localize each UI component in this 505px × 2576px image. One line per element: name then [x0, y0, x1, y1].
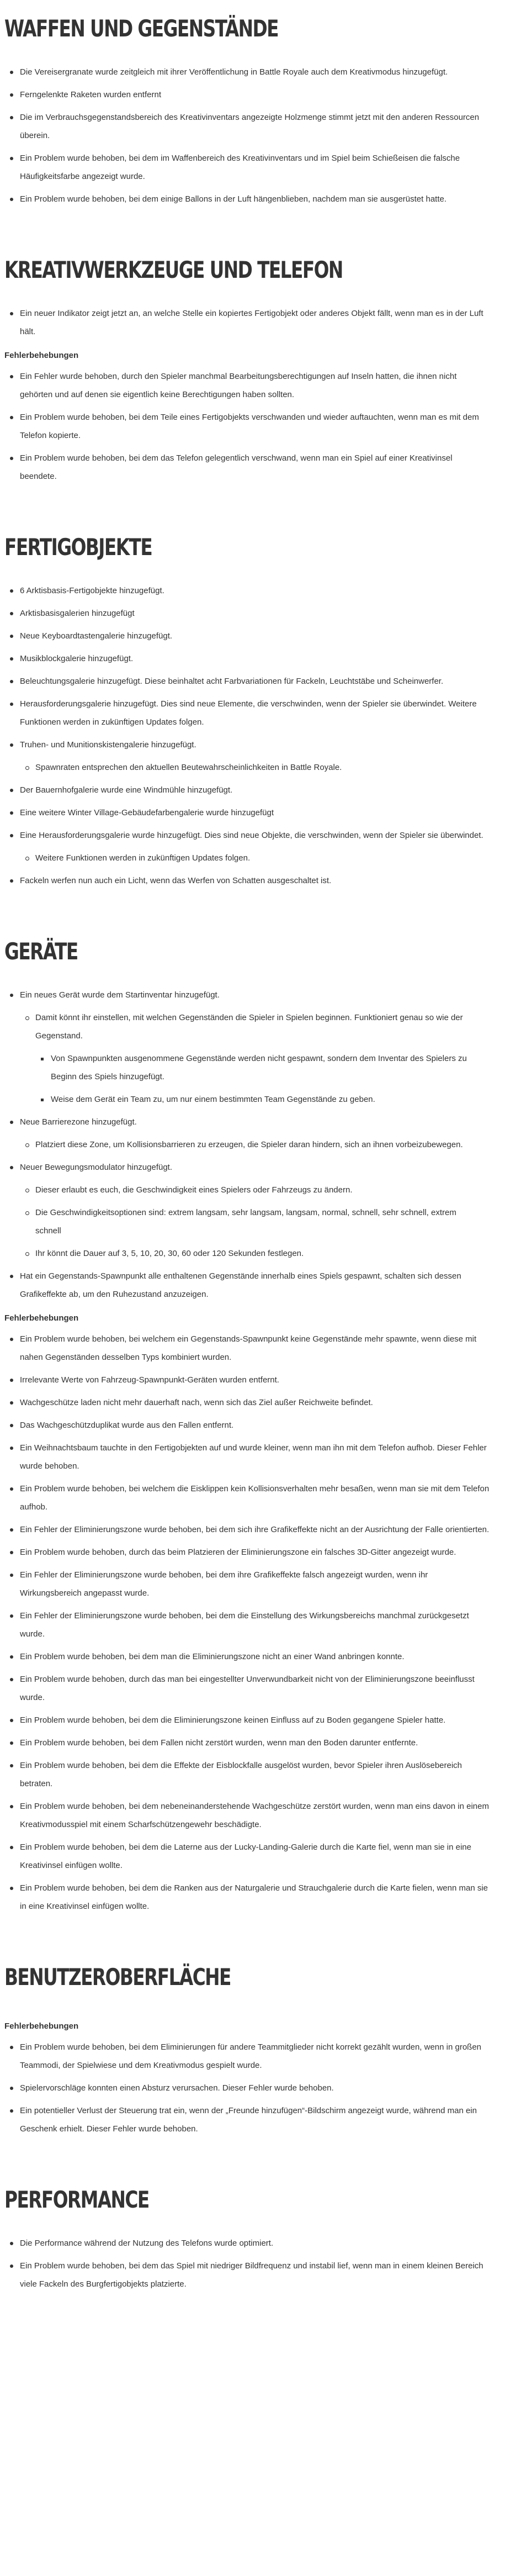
- list-item: [4, 986, 501, 1108]
- list-item-text: Ein Weihnachtsbaum tauchte in den Fertigobjekten auf und wurde kleiner, wenn man ihn mit dem Telefon aufhob. Dieser Fehler wurde behoben.: [20, 1443, 487, 1471]
- list-item-text: Ein Fehler wurde behoben, durch den Spieler manchmal Bearbeitungsberechtigungen auf Inseln hatten, die ihnen nicht gehörten und auf denen sie eigentlich keine Berechtigungen haben sollten.: [20, 372, 457, 399]
- list-item-text: Ein Problem wurde behoben, bei dem Eliminierungen für andere Teammitglieder nicht korrekt gezählt wurden, wenn in großen Teammodi, der Spielwiese und dem Kreativmodus gespielt wurde.: [20, 2042, 482, 2070]
- bullet-list: [4, 2038, 501, 2138]
- bugfixes-subheading: Fehlerbehebungen: [4, 351, 79, 360]
- nested-list-item: [20, 1203, 490, 1240]
- section-title: BENUTZEROBERFLÄCHE: [4, 1963, 231, 1991]
- list-item-text: Eine weitere Winter Village-Gebäudefarbengalerie wurde hinzugefügt: [20, 808, 274, 817]
- disc-bullet-icon: [10, 680, 13, 683]
- disc-bullet-icon: [10, 1764, 13, 1767]
- list-item-text: Eine Herausforderungsgalerie wurde hinzugefügt. Dies sind neue Objekte, die verschwinden, wenn der Spieler sie überwindet.: [20, 831, 483, 840]
- list-item: [4, 1607, 501, 1643]
- list-item-text: Ein Fehler der Eliminierungszone wurde behoben, bei dem die Einstellung des Wirkungsbereichs manchmal zurückgesetzt wurde.: [20, 1611, 469, 1639]
- square-bullet-icon: [41, 1099, 44, 1101]
- list-item-text: Ein Problem wurde behoben, bei dem einige Ballons in der Luft hängenblieben, nachdem man sie ausgerüstet hatte.: [20, 194, 447, 204]
- list-item-text: Die Geschwindigkeitsoptionen sind: extrem langsam, sehr langsam, langsam, normal, schnell, sehr schnell, extrem schnell: [35, 1208, 456, 1236]
- disc-bullet-icon: [10, 743, 13, 747]
- list-item: [4, 1267, 501, 1303]
- section-fertigobjekte: [4, 490, 501, 890]
- list-item-text: Arktisbasisgalerien hinzugefügt: [20, 609, 135, 618]
- list-item-text: Ein Problem wurde behoben, bei dem das Telefon gelegentlich verschwand, wenn man ein Spiel auf einer Kreativinsel beendete.: [20, 453, 453, 481]
- nested-bullet-list: [20, 1009, 490, 1108]
- list-item-text: Das Wachgeschützduplikat wurde aus den Fallen entfernt.: [20, 1421, 234, 1430]
- disc-bullet-icon: [10, 1487, 13, 1491]
- list-item-text: Ein Problem wurde behoben, bei welchem die Eisklippen kein Kollisionsverhalten mehr besaßen, wenn man sie mit dem Telefon aufhob.: [20, 1484, 490, 1512]
- circle-bullet-icon: [25, 1252, 29, 1256]
- list-item: [4, 2038, 501, 2074]
- circle-bullet-icon: [25, 766, 29, 770]
- list-item-text: Neue Keyboardtastengalerie hinzugefügt.: [20, 631, 173, 641]
- list-item: [4, 2257, 501, 2293]
- disc-bullet-icon: [10, 1424, 13, 1427]
- disc-bullet-icon: [10, 116, 13, 119]
- list-item-text: Irrelevante Werte von Fahrzeug-Spawnpunkt-Geräten wurden entfernt.: [20, 1375, 279, 1385]
- list-item-text: Ein potentieller Verlust der Steuerung trat ein, wenn der „Freunde hinzufügen“-Bildschirm angezeigt wurde, während man ein Geschenk erhielt. Dieser Fehler wurde behoben.: [20, 2106, 477, 2134]
- list-item: [4, 63, 501, 81]
- disc-bullet-icon: [10, 1655, 13, 1659]
- section-waffen-und-gegenstaende: [4, 0, 501, 208]
- disc-bullet-icon: [10, 71, 13, 74]
- list-item: [4, 1439, 501, 1475]
- list-item-text: Ein Fehler der Eliminierungszone wurde behoben, bei dem sich ihre Grafikeffekte nicht an der Ausrichtung der Falle orientierten.: [20, 1525, 490, 1534]
- list-item-text: Ferngelenkte Raketen wurden entfernt: [20, 90, 161, 99]
- section-title: WAFFEN UND GEGENSTÄNDE: [4, 15, 278, 42]
- circle-bullet-icon: [25, 1016, 29, 1020]
- list-item: [4, 1670, 501, 1707]
- disc-bullet-icon: [10, 1401, 13, 1405]
- disc-bullet-icon: [10, 635, 13, 638]
- disc-bullet-icon: [10, 1887, 13, 1890]
- section-title: KREATIVWERKZEUGE UND TELEFON: [4, 256, 343, 283]
- list-item: [4, 304, 501, 341]
- disc-bullet-icon: [10, 834, 13, 837]
- list-item-text: 6 Arktisbasis-Fertigobjekte hinzugefügt.: [20, 586, 164, 595]
- list-item: [4, 1113, 501, 1154]
- disc-bullet-icon: [10, 157, 13, 160]
- disc-bullet-icon: [10, 93, 13, 97]
- disc-bullet-icon: [10, 1447, 13, 1450]
- list-item: [4, 108, 501, 145]
- list-item: [4, 582, 501, 600]
- list-item: [4, 449, 501, 485]
- disc-bullet-icon: [10, 1275, 13, 1278]
- list-item: [4, 1797, 501, 1834]
- bugfixes-subheading: Fehlerbehebungen: [4, 2021, 79, 2031]
- nested-list-item: [20, 1009, 490, 1108]
- disc-bullet-icon: [10, 2087, 13, 2090]
- bugfixes-subheading: Fehlerbehebungen: [4, 1313, 79, 1323]
- list-item-text: Ein Problem wurde behoben, bei dem die Effekte der Eisblockfalle ausgelöst wurden, bevor Spieler ihren Auslösebereich betraten.: [20, 1761, 463, 1788]
- disc-bullet-icon: [10, 1805, 13, 1808]
- disc-bullet-icon: [10, 1551, 13, 1554]
- list-item: [4, 1734, 501, 1752]
- nested-bullet-list: [20, 1181, 490, 1263]
- list-item: [4, 672, 501, 690]
- nested-list-item: [35, 1090, 479, 1108]
- list-item-text: Ein Problem wurde behoben, bei dem das Spiel mit niedriger Bildfrequenz und instabil lief, wenn man in einem kleinen Bereich viele Fackeln des Burgfertigobjekts platzierte.: [20, 2261, 483, 2289]
- list-item: [4, 86, 501, 104]
- list-item-text: Musikblockgalerie hinzugefügt.: [20, 654, 134, 663]
- list-item: [4, 1416, 501, 1434]
- nested-list-item: [35, 1049, 479, 1086]
- section-title: GERÄTE: [4, 938, 78, 965]
- disc-bullet-icon: [10, 1166, 13, 1169]
- nested-list-item: [20, 1136, 490, 1154]
- list-item-text: Ein Problem wurde behoben, bei dem die Ranken aus der Naturgalerie und Strauchgalerie durch die Karte fielen, wenn man sie in eine Kreativinsel einfügen wollte.: [20, 1883, 488, 1911]
- list-item-text: Ein Problem wurde behoben, bei dem Fallen nicht zerstört wurden, wenn man den Boden darunter entfernte.: [20, 1738, 418, 1748]
- list-item-text: Dieser erlaubt es euch, die Geschwindigkeit eines Spielers oder Fahrzeugs zu ändern.: [35, 1185, 353, 1195]
- disc-bullet-icon: [10, 457, 13, 460]
- disc-bullet-icon: [10, 1121, 13, 1124]
- list-item: [4, 872, 501, 890]
- nested-bullet-list: [20, 849, 490, 867]
- circle-bullet-icon: [25, 1189, 29, 1192]
- list-item: [4, 1521, 501, 1539]
- disc-bullet-icon: [10, 2109, 13, 2113]
- list-item-text: Die Performance während der Nutzung des Telefons wurde optimiert.: [20, 2239, 274, 2248]
- section-geraete: [4, 894, 501, 1915]
- list-item-text: Ein Problem wurde behoben, bei dem nebeneinanderstehende Wachgeschütze zerstört wurden, wenn man eins davon in einem Kreativmodusspiel mit einem Scharfschützengewehr beschädigte.: [20, 1802, 489, 1829]
- disc-bullet-icon: [10, 811, 13, 815]
- nested-list-item: [20, 1244, 490, 1263]
- section-title: PERFORMANCE: [4, 2186, 149, 2213]
- list-item-text: Fackeln werfen nun auch ein Licht, wenn das Werfen von Schatten ausgeschaltet ist.: [20, 876, 332, 885]
- nested-bullet-list: [20, 1136, 490, 1154]
- bullet-list: [4, 63, 501, 208]
- list-item: [4, 627, 501, 645]
- list-item: [4, 736, 501, 777]
- nested-list-item: [20, 1181, 490, 1199]
- list-item: [4, 1756, 501, 1793]
- list-item-text: Beleuchtungsgalerie hinzugefügt. Diese beinhaltet acht Farbvariationen für Fackeln, Leuchtstäbe und Scheinwerfer.: [20, 677, 444, 686]
- list-item-text: Die Vereisergranate wurde zeitgleich mit ihrer Veröffentlichung in Battle Royale auch dem Kreativmodus hinzugefügt.: [20, 67, 448, 77]
- list-item: [4, 1480, 501, 1516]
- list-item: [4, 1838, 501, 1875]
- list-item: [4, 604, 501, 622]
- list-item-text: Neuer Bewegungsmodulator hinzugefügt.: [20, 1163, 173, 1172]
- list-item-text: Wachgeschütze laden nicht mehr dauerhaft nach, wenn sich das Ziel außer Reichweite befindet.: [20, 1398, 373, 1407]
- disc-bullet-icon: [10, 375, 13, 378]
- list-item: [4, 408, 501, 445]
- list-item-text: Spawnraten entsprechen den aktuellen Beutewahrscheinlichkeiten in Battle Royale.: [35, 763, 342, 772]
- list-item-text: Hat ein Gegenstands-Spawnpunkt alle enthaltenen Gegenstände innerhalb eines Spiels gespawnt, schalten sich dessen Grafikeffekte ab, um den Ruhezustand anzuzeigen.: [20, 1271, 461, 1299]
- list-item: [4, 2234, 501, 2252]
- list-item: [4, 650, 501, 668]
- disc-bullet-icon: [10, 1338, 13, 1341]
- circle-bullet-icon: [25, 1211, 29, 1215]
- disc-bullet-icon: [10, 312, 13, 315]
- square-bullet-icon: [41, 1058, 44, 1060]
- disc-bullet-icon: [10, 1846, 13, 1849]
- section-title: FERTIGOBJEKTE: [4, 534, 152, 561]
- bullet-list: [4, 304, 501, 341]
- disc-bullet-icon: [10, 879, 13, 883]
- disc-bullet-icon: [10, 789, 13, 792]
- list-item-text: Ihr könnt die Dauer auf 3, 5, 10, 20, 30, 60 oder 120 Sekunden festlegen.: [35, 1249, 304, 1258]
- list-item: [4, 367, 501, 404]
- bullet-list: [4, 1330, 501, 1915]
- list-item-text: Damit könnt ihr einstellen, mit welchen Gegenständen die Spieler in Spielen beginnen. Funktioniert genau so wie der Gegenstand.: [35, 1013, 463, 1041]
- list-item-text: Ein Problem wurde behoben, bei dem die Eliminierungszone keinen Einfluss auf zu Boden gegangene Spieler hatte.: [20, 1715, 446, 1725]
- list-item-text: Ein Problem wurde behoben, bei dem die Laterne aus der Lucky-Landing-Galerie durch die Karte fiel, wenn man sie in eine Kreativinsel einfügen wollte.: [20, 1843, 471, 1870]
- list-item-text: Von Spawnpunkten ausgenommene Gegenstände werden nicht gespawnt, sondern dem Inventar des Spielers zu Beginn des Spiels hinzugefügt.: [51, 1054, 467, 1081]
- list-item: [4, 826, 501, 867]
- section-benutzeroberflaeche: [4, 1920, 501, 2138]
- list-item: [4, 149, 501, 186]
- disc-bullet-icon: [10, 2242, 13, 2245]
- list-item-text: Ein Fehler der Eliminierungszone wurde behoben, bei dem ihre Grafikeffekte falsch angezeigt wurden, wenn ihr Wirkungsbereich angepasst wurde.: [20, 1570, 428, 1598]
- list-item-text: Neue Barrierezone hinzugefügt.: [20, 1117, 137, 1127]
- disc-bullet-icon: [10, 1574, 13, 1577]
- list-item-text: Weitere Funktionen werden in zukünftigen Updates folgen.: [35, 853, 251, 863]
- list-item-text: Ein Problem wurde behoben, durch das beim Platzieren der Eliminierungszone ein falsches 3D-Gitter angezeigt wurde.: [20, 1548, 456, 1557]
- bullet-list: [4, 986, 501, 1303]
- disc-bullet-icon: [10, 1528, 13, 1532]
- list-item: [4, 1543, 501, 1561]
- disc-bullet-icon: [10, 1678, 13, 1681]
- list-item-text: Ein Problem wurde behoben, durch das man bei eingestellter Unverwundbarkeit nicht von der Eliminierungszone beeinflusst wurde.: [20, 1675, 475, 1702]
- disc-bullet-icon: [10, 589, 13, 593]
- bullet-list: [4, 582, 501, 890]
- list-item: [4, 190, 501, 208]
- nested-list-item: [20, 849, 490, 867]
- nested-bullet-list: [35, 1049, 479, 1108]
- list-item: [4, 1879, 501, 1915]
- list-item-text: Ein Problem wurde behoben, bei dem Teile eines Fertigobjekts verschwanden und wieder auftauchten, wenn man es mit dem Telefon kopierte.: [20, 413, 479, 440]
- disc-bullet-icon: [10, 2046, 13, 2049]
- circle-bullet-icon: [25, 857, 29, 861]
- disc-bullet-icon: [10, 1614, 13, 1618]
- list-item-text: Ein Problem wurde behoben, bei dem im Waffenbereich des Kreativinventars und im Spiel beim Schießeisen die falsche Häufigkeitsfarbe angezeigt wurde.: [20, 154, 460, 181]
- list-item: [4, 695, 501, 731]
- list-item: [4, 1330, 501, 1366]
- list-item-text: Weise dem Gerät ein Team zu, um nur einem bestimmten Team Gegenstände zu geben.: [51, 1095, 375, 1104]
- section-kreativwerkzeuge-und-telefon: [4, 213, 501, 485]
- list-item: [4, 1393, 501, 1412]
- list-item: [4, 804, 501, 822]
- list-item: [4, 781, 501, 799]
- disc-bullet-icon: [10, 612, 13, 615]
- disc-bullet-icon: [10, 657, 13, 661]
- nested-bullet-list: [20, 758, 490, 777]
- disc-bullet-icon: [10, 1719, 13, 1722]
- list-item: [4, 1711, 501, 1729]
- disc-bullet-icon: [10, 994, 13, 997]
- list-item-text: Ein Problem wurde behoben, bei dem man die Eliminierungszone nicht an einer Wand anbringen konnte.: [20, 1652, 405, 1661]
- nested-list-item: [20, 758, 490, 777]
- disc-bullet-icon: [10, 1741, 13, 1745]
- disc-bullet-icon: [10, 416, 13, 419]
- bullet-list: [4, 367, 501, 485]
- list-item-text: Spielervorschläge konnten einen Absturz verursachen. Dieser Fehler wurde behoben.: [20, 2083, 334, 2093]
- list-item-text: Ein neuer Indikator zeigt jetzt an, an welche Stelle ein kopiertes Fertigobjekt oder anderes Objekt fällt, wenn man es in der Luft hält.: [20, 309, 483, 336]
- list-item-text: Herausforderungsgalerie hinzugefügt. Dies sind neue Elemente, die verschwinden, wenn der Spieler sie überwindet. Weitere Funktionen werden in zukünftigen Updates folgen.: [20, 699, 477, 727]
- section-performance: [4, 2142, 501, 2293]
- disc-bullet-icon: [10, 198, 13, 201]
- disc-bullet-icon: [10, 1379, 13, 1382]
- disc-bullet-icon: [10, 2264, 13, 2268]
- list-item-text: Ein neues Gerät wurde dem Startinventar hinzugefügt.: [20, 990, 220, 1000]
- list-item: [4, 1566, 501, 1602]
- bullet-list: [4, 2234, 501, 2293]
- list-item: [4, 2079, 501, 2097]
- list-item: [4, 1648, 501, 1666]
- list-item-text: Platziert diese Zone, um Kollisionsbarrieren zu erzeugen, die Spieler daran hindern, sich an ihnen vorbeizubewegen.: [35, 1140, 463, 1149]
- list-item: [4, 2102, 501, 2138]
- circle-bullet-icon: [25, 1143, 29, 1147]
- list-item-text: Ein Problem wurde behoben, bei welchem ein Gegenstands-Spawnpunkt keine Gegenstände mehr spawnte, wenn diese mit nahen Gegenständen desselben Typs kombiniert wurden.: [20, 1334, 477, 1362]
- list-item-text: Truhen- und Munitionskistengalerie hinzugefügt.: [20, 740, 196, 749]
- list-item: [4, 1158, 501, 1263]
- disc-bullet-icon: [10, 703, 13, 706]
- list-item-text: Die im Verbrauchsgegenstandsbereich des Kreativinventars angezeigte Holzmenge stimmt jetzt mit den anderen Ressourcen überein.: [20, 113, 480, 140]
- list-item-text: Der Bauernhofgalerie wurde eine Windmühle hinzugefügt.: [20, 785, 233, 795]
- list-item: [4, 1371, 501, 1389]
